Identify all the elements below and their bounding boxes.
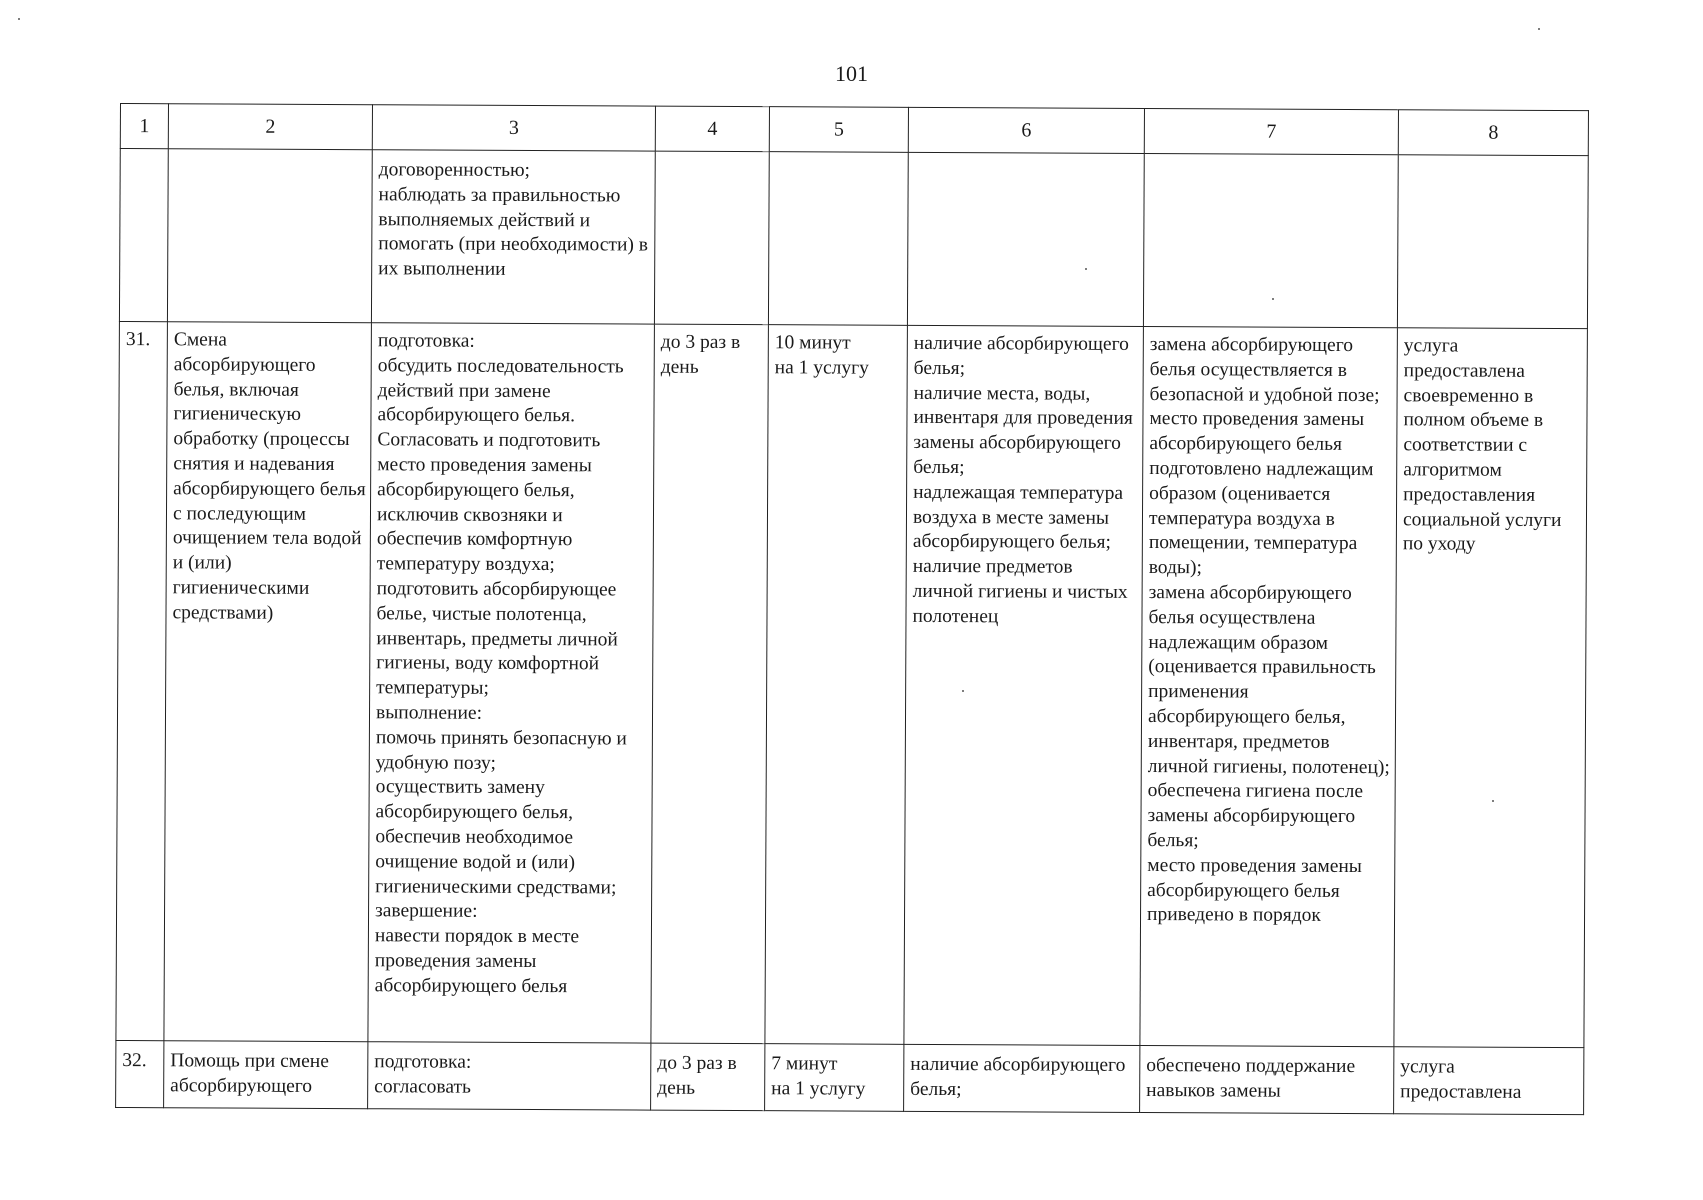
table-row-continuation bbox=[119, 149, 1588, 329]
cont-duration-cell bbox=[768, 152, 908, 326]
row32-number-cell: 32. bbox=[116, 1040, 164, 1107]
row31-number-cell: 31. bbox=[116, 321, 168, 1040]
scan-speck bbox=[962, 690, 964, 692]
row32-service-name-cell: Помощь при смене абсорбирующего bbox=[164, 1041, 368, 1109]
row32-service-content-cell: подготовка: согласовать bbox=[368, 1042, 651, 1110]
header-cell-8: 8 bbox=[1398, 110, 1588, 156]
row31-frequency-cell: до 3 раз в день bbox=[651, 324, 769, 1044]
header-cell-4: 4 bbox=[655, 106, 769, 152]
services-table bbox=[115, 103, 1589, 1115]
header-cell-5: 5 bbox=[769, 107, 908, 153]
scan-speck bbox=[1492, 800, 1494, 802]
cont-quality-cell bbox=[1143, 154, 1398, 328]
table-header-row bbox=[120, 104, 1588, 156]
scan-speck bbox=[18, 18, 20, 20]
cont-assessment-cell bbox=[1397, 155, 1588, 329]
row32-duration-cell: 7 минут на 1 услугу bbox=[765, 1044, 904, 1112]
scan-speck bbox=[1538, 28, 1540, 30]
cont-service-name-cell bbox=[167, 149, 372, 323]
scan-speck bbox=[1272, 298, 1274, 300]
table-row-31 bbox=[116, 321, 1587, 1047]
row31-conditions-cell: наличие абсорбирующего белья; наличие места, воды, инвентаря для проведения замены абсорбирующего белья; надлежащая температура воздуха в месте замены абсорбирующего белья; наличие предметов личной гигиены и чистых полотенец bbox=[904, 325, 1144, 1045]
row32-assessment-cell: услуга предоставлена bbox=[1394, 1047, 1584, 1115]
cont-conditions-cell bbox=[907, 152, 1144, 326]
cont-frequency-cell bbox=[654, 151, 769, 325]
row32-conditions-cell: наличие абсорбирующего белья; bbox=[904, 1044, 1140, 1112]
row31-service-name-cell: Смена абсорбирующего белья, включая гигиеническую обработку (процессы снятия и надевания абсорбирующего белья с последующим очищением тела водой и (или) гигиеническими средствами) bbox=[164, 322, 372, 1042]
row31-duration-cell: 10 минут на 1 услугу bbox=[765, 325, 908, 1045]
page-number: 101 bbox=[835, 61, 868, 86]
row31-service-content-cell: подготовка: обсудить последовательность действий при замене абсорбирующего белья. Согласовать и подготовить место проведения замены абсорбирующего белья, исключив сквозняки и обеспечив комфортную температуру воздуха; подготовить абсорбирующее белье, чистые полотенца, инвентарь, предметы личной гигиены, воду комфортной температуры; выполнение: помочь принять безопасную и удобную позу; осуществить замену абсорбирующего белья, обеспечив необходимое очищение водой и (или) гигиеническими средствами; завершение: навести порядок в месте проведения замены абсорбирующего белья bbox=[368, 323, 655, 1043]
row32-frequency-cell: до 3 раз в день bbox=[651, 1043, 765, 1111]
row31-assessment-cell: услуга предоставлена своевременно в полном объеме в соответствии с алгоритмом предоставления социальной услуги по уходу bbox=[1394, 328, 1588, 1048]
header-cell-3: 3 bbox=[372, 105, 655, 151]
scan-speck bbox=[1085, 268, 1087, 270]
row31-quality-cell: замена абсорбирующего белья осуществляется в безопасной и удобной позе; место проведения замены абсорбирующего белья подготовлено надлежащим образом (оценивается температура воздуха в помещении, температура воды); замена абсорбирующего белья осуществлена надлежащим образом (оценивается правильность применения абсорбирующего белья, инвентаря, предметов личной гигиены, полотенец); обеспечена гигиена после замены абсорбирующего белья; место проведения замены абсорбирующего белья приведено в порядок bbox=[1140, 327, 1398, 1047]
table-row-32 bbox=[116, 1040, 1584, 1114]
header-cell-2: 2 bbox=[168, 104, 372, 150]
header-cell-7: 7 bbox=[1144, 109, 1398, 155]
cont-number-cell bbox=[119, 149, 168, 322]
row32-quality-cell: обеспечено поддержание навыков замены bbox=[1140, 1045, 1394, 1113]
cont-service-content-cell: договоренностью; наблюдать за правильностью выполняемых действий и помогать (при необходимости) в их выполнении bbox=[371, 150, 655, 324]
header-cell-6: 6 bbox=[908, 107, 1144, 153]
header-cell-1: 1 bbox=[120, 104, 168, 149]
